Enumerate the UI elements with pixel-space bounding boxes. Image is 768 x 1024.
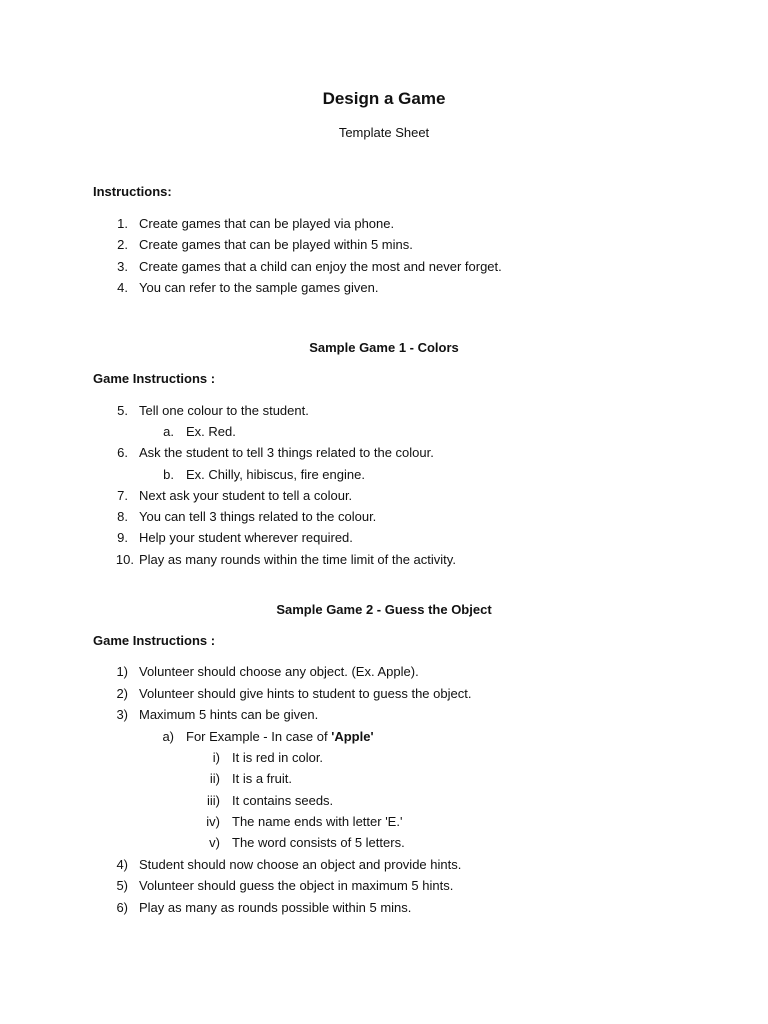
list-text: Volunteer should choose any object. (Ex. Apple). xyxy=(139,664,419,679)
list-text: Maximum 5 hints can be given. xyxy=(139,707,319,722)
game2-label: Game Instructions : xyxy=(93,633,216,648)
list-marker: 2. xyxy=(117,237,128,252)
game2-heading: Sample Game 2 - Guess the Object xyxy=(276,602,492,617)
list-marker: a) xyxy=(162,729,174,744)
list-marker: 6. xyxy=(117,445,128,460)
example-object: 'Apple' xyxy=(331,729,374,744)
list-text: Play as many rounds within the time limit of the activity. xyxy=(139,552,456,567)
list-marker: 8. xyxy=(117,509,128,524)
list-text: Help your student wherever required. xyxy=(139,530,353,545)
list-marker: 3) xyxy=(116,707,128,722)
list-text: Volunteer should give hints to student to guess the object. xyxy=(139,686,472,701)
example-prefix: For Example - In case of xyxy=(186,729,332,744)
list-text: Student should now choose an object and provide hints. xyxy=(139,857,462,872)
list-text: It contains seeds. xyxy=(232,793,334,808)
list-text: Play as many as rounds possible within 5 mins. xyxy=(139,900,412,915)
list-text: It is a fruit. xyxy=(232,771,292,786)
page-subtitle: Template Sheet xyxy=(338,125,430,140)
list-text: The name ends with letter 'E.' xyxy=(232,814,403,829)
list-marker: 6) xyxy=(116,900,128,915)
list-text: The word consists of 5 letters. xyxy=(232,835,405,850)
list-text: You can refer to the sample games given. xyxy=(139,280,379,295)
list-marker: v) xyxy=(209,835,220,850)
list-marker: b. xyxy=(163,467,174,482)
list-marker: 9. xyxy=(117,530,128,545)
instructions-label: Instructions: xyxy=(93,184,172,199)
list-marker: a. xyxy=(163,424,174,439)
list-text: Create games that can be played within 5 mins. xyxy=(139,237,413,252)
list-text: Ex. Red. xyxy=(186,424,236,439)
list-marker: 1) xyxy=(116,664,128,679)
list-marker: i) xyxy=(212,750,220,765)
list-marker: 5. xyxy=(117,403,128,418)
list-text: Ex. Chilly, hibiscus, fire engine. xyxy=(186,467,365,482)
list-marker: iv) xyxy=(206,814,220,829)
list-marker: ii) xyxy=(209,771,220,786)
list-marker: 7. xyxy=(117,488,128,503)
page-title: Design a Game xyxy=(322,89,446,108)
list-marker: 4) xyxy=(116,857,128,872)
list-text: Create games that a child can enjoy the most and never forget. xyxy=(139,259,502,274)
list-text: Volunteer should guess the object in maximum 5 hints. xyxy=(139,878,454,893)
list-marker: iii) xyxy=(207,793,220,808)
list-marker: 5) xyxy=(116,878,128,893)
game1-heading: Sample Game 1 - Colors xyxy=(309,340,459,355)
list-text: It is red in color. xyxy=(232,750,324,765)
list-text: Tell one colour to the student. xyxy=(139,403,309,418)
list-marker: 3. xyxy=(117,259,128,274)
list-text: You can tell 3 things related to the colour. xyxy=(139,509,377,524)
list-text: Ask the student to tell 3 things related to the colour. xyxy=(139,445,434,460)
list-text: Create games that can be played via phone. xyxy=(139,216,395,231)
list-marker: 10. xyxy=(115,552,134,567)
list-marker: 4. xyxy=(117,280,128,295)
list-text xyxy=(186,729,374,745)
list-marker: 1. xyxy=(117,216,128,231)
list-text: Next ask your student to tell a colour. xyxy=(139,488,353,503)
list-marker: 2) xyxy=(116,686,128,701)
game1-label: Game Instructions : xyxy=(93,371,216,386)
